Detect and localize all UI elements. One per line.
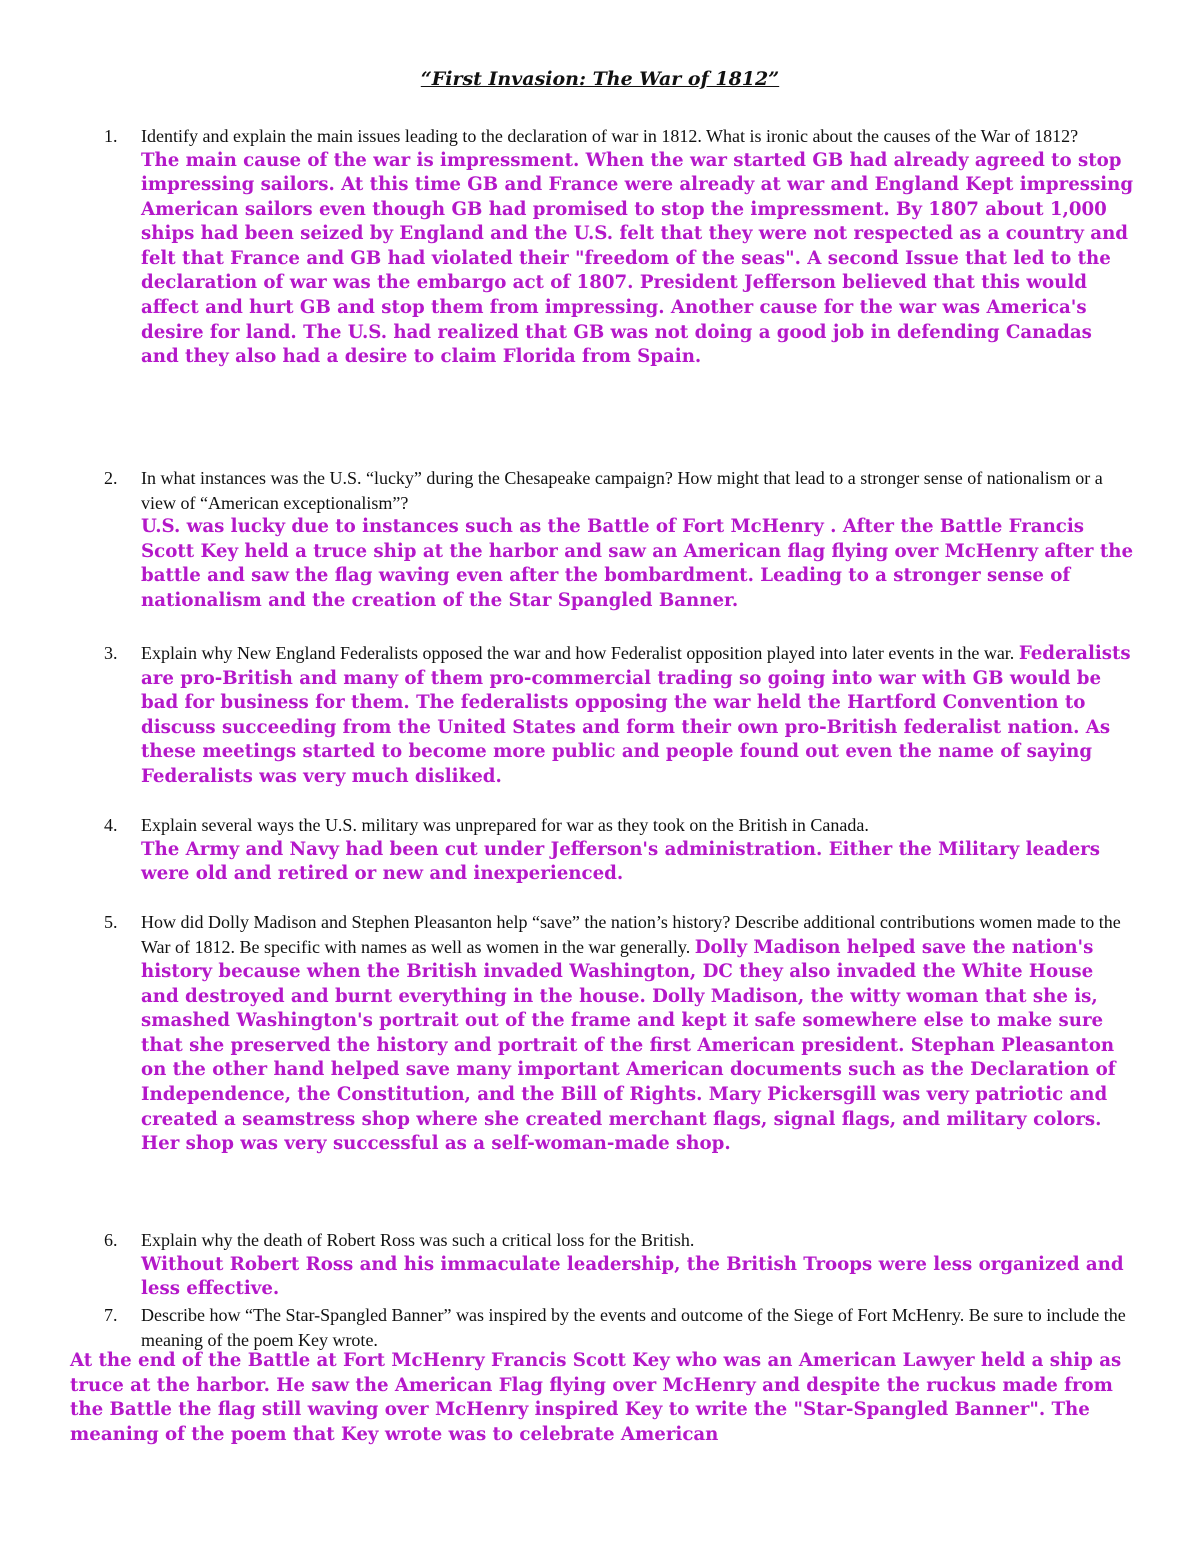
question-item-6 xyxy=(104,1228,1134,1302)
question-number: 7. xyxy=(104,1305,118,1325)
question-text: How did Dolly Madison and Stephen Pleasanton help “save” the nation’s history? Describe additional contributions women made to the War of 1812. Be specific with names as well as women in the war generally. xyxy=(141,912,1121,957)
document-title: “First Invasion: The War of 1812” xyxy=(420,68,780,90)
question-text: Identify and explain the main issues leading to the declaration of war in 1812. What is ironic about the causes of the War of 1812? xyxy=(141,126,1079,146)
question-text: Explain several ways the U.S. military was unprepared for war as they took on the British in Canada. xyxy=(141,815,869,835)
question-number: 6. xyxy=(104,1230,118,1250)
answer-text: Dolly Madison helped save the nation's history because when the British invaded Washington, DC they also invaded the White House and destroyed and burnt everything in the house. Dolly Madison, the witty woman that she is, smashed Washington's portrait out of the frame and kept it safe somewhere else to make sure that she preserved the history and portrait of the first American president. Stephan Pleasanton on the other hand helped save many important American documents such as the Declaration of Independence, the Constitution, and the Bill of Rights. Mary Pickersgill was very patriotic and created a seamstress shop where she created merchant flags, signal flags, and military colors. Her shop was very successful as a self-woman-made shop. xyxy=(141,936,1116,1155)
question-item-4 xyxy=(104,813,1134,887)
answer-text: U.S. was lucky due to instances such as the Battle of Fort McHenry . After the Battle Francis Scott Key held a truce ship at the harbor and saw an American flag flying over McHenry after the battle and saw the flag waving even after the bombardment. Leading to a stronger sense of nationalism and the creation of the Star Spangled Banner. xyxy=(141,516,1134,611)
question-item-7 xyxy=(104,1303,1134,1352)
question-number: 2. xyxy=(104,468,118,488)
question-text: Explain why the death of Robert Ross was such a critical loss for the British. xyxy=(141,1230,695,1250)
question-text: Explain why New England Federalists opposed the war and how Federalist opposition played into later events in the war. xyxy=(141,643,1019,663)
answer-text: The Army and Navy had been cut under Jefferson's administration. Either the Military leaders were old and retired or new and inexperienced. xyxy=(141,838,1101,885)
question-item-2 xyxy=(104,466,1134,613)
question-item-1 xyxy=(104,124,1134,370)
answer-text: Without Robert Ross and his immaculate leadership, the British Troops were less organized and less effective. xyxy=(141,1253,1124,1300)
question-number: 5. xyxy=(104,912,118,932)
question-text: Describe how “The Star-Spangled Banner” was inspired by the events and outcome of the Siege of Fort McHenry. Be sure to include the meaning of the poem Key wrote. xyxy=(141,1305,1126,1350)
question-number: 4. xyxy=(104,815,118,835)
question-item-5 xyxy=(104,910,1134,1157)
question-item-3 xyxy=(104,641,1134,790)
answer-text: The main cause of the war is impressment. When the war started GB had already agreed to stop impressing sailors. At this time GB and France were already at war and England Kept impressing American sailors even though GB had promised to stop the impressment. By 1807 about 1,000 ships had been seized by England and the U.S. felt that they were not respected as a country and felt that France and GB had violated their "freedom of the seas". A second Issue that led to the declaration of war was the embargo act of 1807. President Jefferson believed that this would affect and hurt GB and stop them from impressing. Another cause for the war was America's desire for land. The U.S. had realized that GB was not doing a good job in defending Canadas and they also had a desire to claim Florida from Spain. xyxy=(141,149,1134,368)
question-text: In what instances was the U.S. “lucky” during the Chesapeake campaign? How might that lead to a stronger sense of nationalism or a view of “American exceptionalism”? xyxy=(141,468,1103,513)
question-number: 3. xyxy=(104,643,118,663)
answer-text: Federalists are pro-British and many of them pro-commercial trading so going into war with GB would be bad for business for them. The federalists opposing the war held the Hartford Convention to discuss succeeding from the United States and form their own pro-British federalist nation. As these meetings started to become more public and people found out even the name of saying Federalists was very much disliked. xyxy=(141,643,1131,787)
question-number: 1. xyxy=(104,126,118,146)
answer-text: At the end of the Battle at Fort McHenry Francis Scott Key who was an American Lawyer held a ship as truce at the harbor. He saw the American Flag flying over McHenry and despite the ruckus made from the Battle the flag still waving over McHenry inspired Key to write the "Star-Spangled Banner". The meaning of the poem that Key wrote was to celebrate American xyxy=(70,1350,1122,1445)
